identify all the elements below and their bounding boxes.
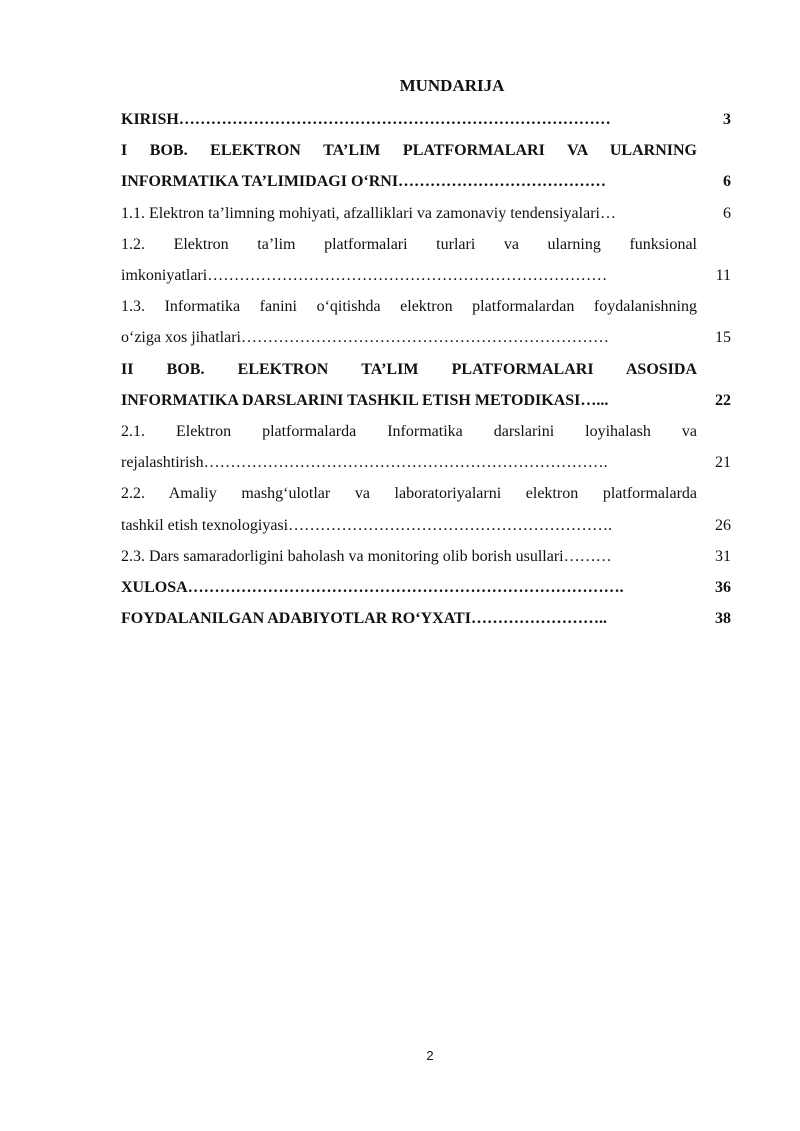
toc-entry-line: o‘ziga xos jihatlari……………………………………………………………: [121, 329, 609, 347]
toc-entry: [121, 478, 731, 540]
toc-entry-title: [121, 572, 697, 603]
toc-entry-line: II BOB. ELEKTRON TA’LIM PLATFORMALARI ASOSIDA: [121, 360, 697, 378]
toc-entry-line: 1.3. Informatika fanini o‘qitishda elektron platformalardan foydalanishning: [121, 298, 697, 316]
toc-entry-line: 1.2. Elektron ta’lim platformalari turlari va ularning funksional: [121, 235, 697, 253]
toc-entry-page: 3: [723, 111, 731, 128]
toc-entry-title: [121, 229, 697, 291]
toc-entry-line: KIRISH………………………………………………………………………: [121, 111, 611, 128]
toc-entry-line: FOYDALANILGAN ADABIYOTLAR RO‘YXATI……………………..: [121, 610, 607, 628]
toc-entry: [121, 572, 731, 603]
toc-entry-line: tashkil etish texnologiyasi…………………………………………………….: [121, 516, 613, 534]
toc-entry-page: 26: [715, 516, 731, 534]
toc-entry-line: INFORMATIKA DARSLARINI TASHKIL ETISH METODIKASI…...: [121, 391, 609, 409]
toc-entry-page: 15: [715, 329, 731, 347]
toc-entry-title: [121, 354, 697, 416]
toc-entry-page: 36: [715, 579, 731, 597]
toc-entry-title: [121, 135, 697, 197]
toc-entry-title: [121, 198, 697, 229]
toc-entry: [121, 104, 731, 135]
page-number: 2: [426, 1048, 434, 1063]
toc-entry: [121, 135, 731, 197]
toc-entry: [121, 354, 731, 416]
toc-entry-page: 21: [715, 454, 731, 472]
toc-entry-line: 1.1. Elektron ta’limning mohiyati, afzalliklari va zamonaviy tendensiyalari…: [121, 204, 616, 222]
toc-entry-page: 11: [715, 267, 731, 285]
toc-entry-line: 2.2. Amaliy mashg‘ulotlar va laboratoriyalarni elektron platformalarda: [121, 485, 697, 503]
toc-entry: [121, 541, 731, 572]
toc-entry: [121, 416, 731, 478]
toc-entry-line: I BOB. ELEKTRON TA’LIM PLATFORMALARI VA ULARNING: [121, 142, 697, 160]
toc-entry-page: 6: [723, 173, 731, 191]
toc-entry: [121, 603, 731, 634]
toc-entry-line: imkoniyatlari…………………………………………………………………: [121, 267, 608, 285]
toc-entry-line: rejalashtirish………………………………………………………………….: [121, 454, 608, 472]
toc-entry-page: 22: [715, 391, 731, 409]
toc-entry-title: [121, 603, 697, 634]
toc-entry: [121, 291, 731, 353]
table-of-contents: [121, 104, 731, 634]
toc-entry: [121, 229, 731, 291]
toc-entry-line: INFORMATIKA TA’LIMIDAGI O‘RNI…………………………………: [121, 173, 607, 191]
toc-entry-page: 6: [723, 204, 731, 222]
toc-entry-title: [121, 104, 697, 135]
toc-entry-page: 31: [715, 547, 731, 565]
toc-entry-page: 38: [715, 610, 731, 628]
toc-entry-title: [121, 291, 697, 353]
toc-entry-title: [121, 541, 697, 572]
toc-entry-title: [121, 478, 697, 540]
toc-entry-line: XULOSA……………………………………………………………………….: [121, 579, 624, 597]
toc-entry-line: 2.1. Elektron platformalarda Informatika darslarini loyihalash va: [121, 423, 697, 441]
page-title: MUNDARIJA: [399, 76, 505, 95]
toc-entry: [121, 198, 731, 229]
toc-entry-title: [121, 416, 697, 478]
toc-entry-line: 2.3. Dars samaradorligini baholash va monitoring olib borish usullari………: [121, 547, 612, 565]
